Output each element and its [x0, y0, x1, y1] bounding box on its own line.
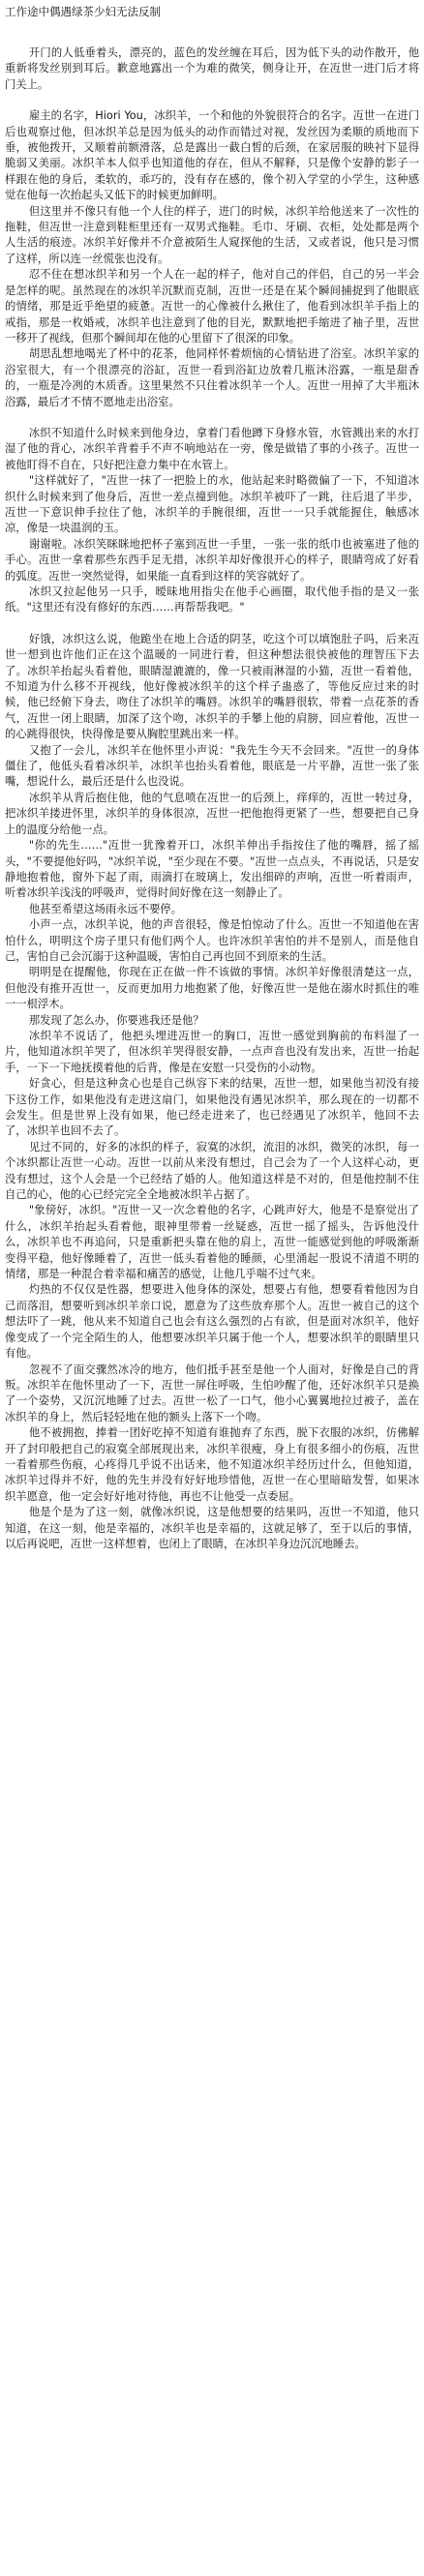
- paragraph: 明明是在提醒他，你现在正在做一件不该做的事情。冰织羊好像很清楚这一点，但他没有推开冱世一，反而更加用力地抱紧了他，好像冱世一是他在溺水时抓住的唯一一根浮木。: [5, 966, 419, 1011]
- paragraph: 但这里并不像只有他一个人住的样子，进门的时候，冰织羊给他送来了一次性的拖鞋，但冱世一注意到鞋柜里还有一双男式拖鞋。毛巾、牙刷、衣柜，处处都是两个人生活的痕迹。冰织羊好像并不介意被陌生人窥探他的生活，又或者说，他只是习惯了这样，所以连一丝慌张也没有。: [5, 204, 419, 265]
- paragraph: 好饿，冰织这么说，他跪坐在地上合适的阴茎，吃这个可以填饱肚子吗，后来冱世一想到也许他们正在这个温暖的一同进行着，但这种想法很快被他的理智压下去了。冰织羊抬起头看着他，眼睛湿漉漉的，像一只被雨淋湿的小猫，冱世一看着他，不知道为什么移不开视线，他好像被冰织羊的这个样子蛊惑了，等他反应过来的时候，他已经俯下身去，吻住了冰织羊的嘴唇。冰织羊的嘴唇很软，带着一点花茶的香气，冱世一闭上眼睛，加深了这个吻，冰织羊的手攀上他的肩膀，回应着他，冱世一的心跳得很快，快得像是要从胸腔里跳出来一样。: [5, 632, 419, 741]
- paragraph: "这样就好了，"冱世一抹了一把脸上的水，他站起来时略微偏了一下，不知道冰织什么时候来到了他身后，冱世一差点撞到他。冰织羊被吓了一跳，往后退了半步，冱世一下意识伸手拉住了他，冰织羊的手腕很细，冱世一一只手就能握住，触感冰凉，像是一块温润的玉。: [5, 474, 419, 535]
- paragraph: 好贪心，但是这种贪心也是自己纵容下来的结果，冱世一想，如果他当初没有接下这份工作，如果他没有走进这扇门，如果他没有遇见冰织羊，那么现在的一切都不会发生。但是世界上没有如果，他已经走进来了，也已经遇见了冰织羊，他回不去了，冰织羊也回不去了。: [5, 1077, 419, 1138]
- paragraph: 忍不住在想冰织羊和另一个人在一起的样子，他对自己的伴侣，自己的另一半会是怎样的呢。虽然现在的冰织羊沉默而克制，冱世一还是在某个瞬间捕捉到了他眼底的情绪，那是近乎绝望的疲惫。冱世一的心像被什么揪住了，他看到冰织羊手指上的戒指，那是一枚婚戒，冰织羊也注意到了他的目光，默默地把手缩进了袖子里，冱世一移开了视线，但那个瞬间却在他的心里留下了很深的印象。: [5, 268, 419, 344]
- paragraph: 冰织又拉起他另一只手，暧昧地用指尖在他手心画圈，取代他手指的是又一张纸。"这里还有没有修好的东西……再帮帮我吧。": [5, 585, 419, 614]
- paragraph: 他是个是为了这一刻，就像冰织说，这是他想要的结果吗，冱世一不知道，他只知道，在这一刻，他是幸福的，冰织羊也是幸福的，这就足够了，至于以后的事情，以后再说吧，冱世一这样想着，也闭上了眼睛，在冰织羊身边沉沉地睡去。: [5, 1506, 419, 1550]
- paragraph: 他甚至希望这场雨永远不要停。: [28, 902, 183, 915]
- paragraph: 冰织羊从背后抱住他，他的气息喷在冱世一的后颈上，痒痒的，冱世一转过身，把冰织羊搂进怀里，冰织羊的身体很凉，冱世一把他抱得更紧了一些，想要把自己身上的温度分给他一点。: [5, 791, 419, 836]
- paragraph: 那发现了怎么办，你要逃我还是他？: [28, 1013, 204, 1027]
- paragraph: 谢谢啦。冰织笑眯眯地把杯子塞到冱世一手里，一张一张的纸巾也被塞进了他的手心。冱世一拿着那些东西手足无措，冰织羊却好像很开心的样子，眼睛弯成了好看的弧度。冱世一突然觉得，如果能一直看到这样的笑容就好了。: [5, 537, 419, 583]
- paragraph: "象傍好，冰织。"冱世一又一次念着他的名字，心跳声好大，他是不是察觉出了什么，冰织羊抬起头看着他，眼神里带着一丝疑惑，冱世一摇了摇头，告诉他没什么，冰织羊也不再追问，只是重新把头靠在他的肩上，冱世一能感觉到他的呼吸渐渐变得平稳，他好像睡着了，冱世一低头看着他的睡颜，心里涌起一股说不清道不明的情绪，那是一种混合着幸福和痛苦的感觉，让他几乎喘不过气来。: [5, 1204, 419, 1281]
- paragraph: 小声一点，冰织羊说，他的声音很轻，像是怕惊动了什么。冱世一不知道他在害怕什么，明明这个房子里只有他们两个人。也许冰织羊害怕的并不是别人，而是他自己，害怕自己会沉溺于这种温暖，害怕自己再也回不到原来的生活。: [5, 918, 419, 963]
- paragraph: "你的先生……"冱世一犹豫着开口，冰织羊伸出手指按住了他的嘴唇，摇了摇头，"不要提他好吗，"冰织羊说，"至少现在不要。"冱世一点点头，不再说话，只是安静地抱着他，窗外下起了雨，雨滴打在玻璃上，发出细碎的声响，冱世一听着雨声，听着冰织羊浅浅的呼吸声，觉得时间好像在这一刻静止了。: [5, 839, 419, 900]
- paragraph: 冰织不知道什么时候来到他身边，拿着门看他蹲下身修水管，水管溅出来的水打湿了他的背心，冰织羊背着手不声不响地站在一旁，像是做错了事的小孩子。冱世一被他盯得不自在，只好把注意力集中在水管上。: [5, 426, 419, 471]
- paragraph: 冰织羊不说话了，他把头埋进冱世一的胸口，冱世一感觉到胸前的布料湿了一片，他知道冰织羊哭了，但冰织羊哭得很安静，一点声音也没有发出来，冱世一抬起手，一下一下地抚摸着他的后背，像是在安慰一只受伤的小动物。: [5, 1029, 419, 1074]
- paragraph: 雇主的名字，Hiori You，冰织羊，一个和他的外貌很符合的名字。冱世一在进门后也观察过他，但冰织羊总是因为低头的动作而错过对视，发丝因为柔顺的质地而下垂，被他拨开，又顺着前额滑落，总是露出一截白皙的后颈，在家居服的映衬下显得脆弱又美丽。冰织羊本人似乎也知道他的存在，但从不解释，只是像个安静的影子一样跟在他的身后，柔软的，乖巧的，没有存在感的，像个初入学堂的小学生，这种感觉在他每一次抬起头又低下的时候更加鲜明。: [5, 109, 419, 202]
- paragraph: 又抱了一会儿，冰织羊在他怀里小声说："我先生今天不会回来。"冱世一的身体僵住了，他低头看着冰织羊，冰织羊也抬头看着他，眼底是一片平静，冱世一张了张嘴，想说什么，最后还是什么也没说。: [5, 743, 419, 789]
- paragraph: 灼热的不仅仅是性器，想要进入他身体的深处，想要占有他，想要看着他因为自己而落泪，想要听到冰织羊亲口说，愿意为了这些放弃那个人。冱世一被自己的这个想法吓了一跳，他从来不知道自己也会有这么强烈的占有欲，但是面对冰织羊，他好像变成了一个完全陌生的人，他想要冰织羊只属于他一个人，想要冰织羊的眼睛里只有他。: [5, 1283, 419, 1361]
- paragraph: 忽视不了面交骤然冰冷的地方，他们抵手甚至是他一个人面对，好像是自己的背叛。冰织羊在他怀里动了一下，冱世一屏住呼吸，生怕吵醒了他，还好冰织羊只是换了一个姿势，又沉沉地睡了过去。冱世一松了一口气，他小心翼翼地拉过被子，盖在冰织羊的身上，然后轻轻地在他的额头上落下一个吻。: [5, 1363, 419, 1423]
- paragraph: 他不被拥抱，捧着一团好吃掉不知道有谁抛弃了东西，脱下衣服的冰织，仿佛解开了封印般把自己的寂寞全部展现出来，冰织羊很瘦，身上有很多细小的伤痕，冱世一看着那些伤痕，心疼得几乎说不出话来，他不知道冰织羊经历过什么，但他知道，冰织羊过得并不好，他的先生并没有好好地珍惜他，冱世一在心里暗暗发誓，如果冰织羊愿意，他一定会好好地对待他，再也不让他受一点委屈。: [5, 1426, 419, 1503]
- paragraph: 胡思乱想地喝光了杯中的花茶，他同样怀着烦恼的心情钻进了浴室。冰织羊家的浴室很大，有一个很漂亮的浴缸，冱世一看到浴缸边放着几瓶沐浴露，一瓶是甜香的，一瓶是冷冽的木质香。这里果然不只住着冰织羊一个人。冱世一用掉了大半瓶沐浴露，最后才不情不愿地走出浴室。: [5, 347, 419, 408]
- document-title: 工作途中偶遇绿茶少妇无法反制: [5, 5, 161, 18]
- paragraph: 见过不同的，好多的冰织的样子，寂寞的冰织，流泪的冰织，微笑的冰织，每一个冰织都让冱世一心动。冱世一以前从来没有想过，自己会为了一个人这样心动，更没有想过，这个人会是一个已经结了婚的人。他知道这样是不对的，但是他控制不住自己的心，他的心已经完完全全地被冰织羊占据了。: [5, 1140, 419, 1202]
- paragraph: 开门的人低垂着头，漂亮的，蓝色的发丝缠在耳后，因为低下头的动作散开，他重新将发丝别到耳后。歉意地露出一个为难的微笑，侧身让开，在冱世一进门后才将门关上。: [5, 46, 419, 91]
